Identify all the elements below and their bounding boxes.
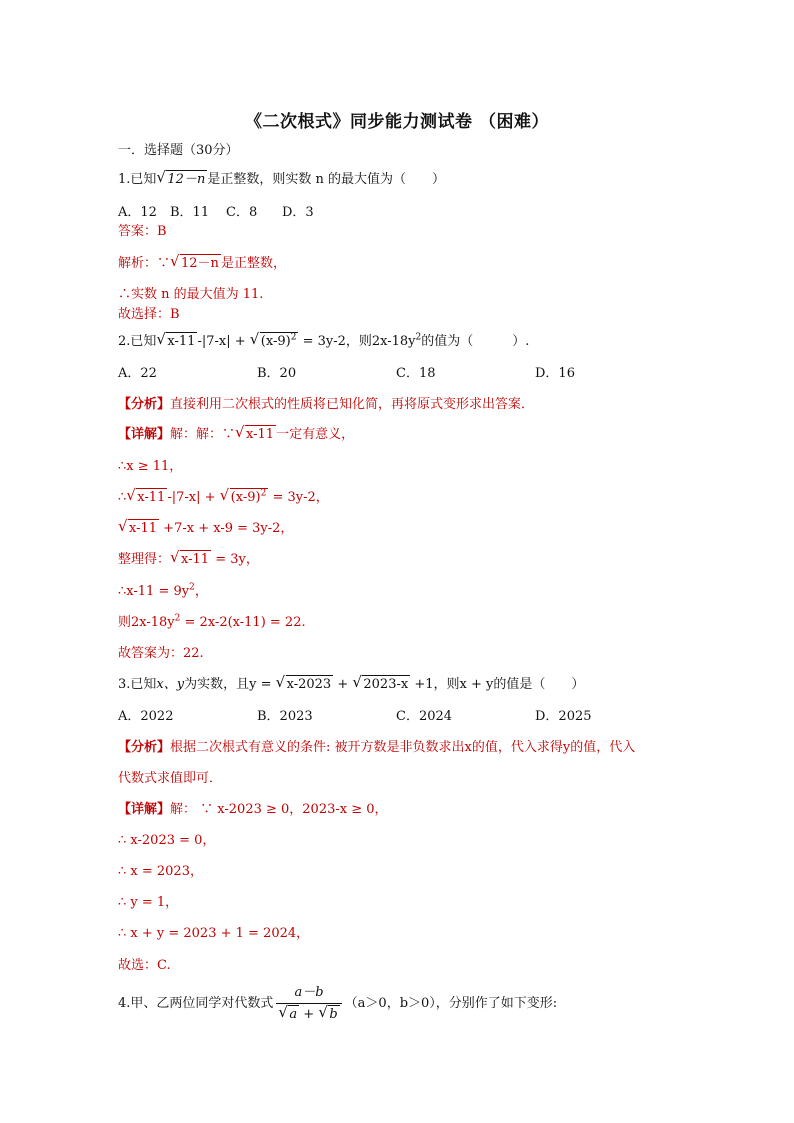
q2-analysis: 【分析】直接利用二次根式的性质将已知化简，再将原式变形求出答案．: [118, 397, 535, 412]
q3-final: 故选：C.: [118, 958, 171, 973]
q3-step-2: ∴ x = 2023，: [118, 864, 203, 879]
question-3: 3.已知x、y为实数，且y = √ x-2023 + √ 2023-x +1，则x + y的值是（ ）: [118, 677, 584, 693]
q3-option-c: C．2024: [396, 709, 453, 724]
q2-step-2: ∴√ x-11 -|7-x| + √ $(x-9)^2 = 3y-2$，: [118, 490, 329, 506]
q3-option-b: B．2023: [257, 709, 313, 724]
q3-radical-2: √ 2023-x: [353, 677, 410, 693]
q2-radical-1: √ x-11: [157, 334, 197, 350]
question-2: 2.已知√ x-11 -|7-x| + √ $(x-9)^2 = 3y-2$，则$2x-18y^2$的值为（ ）.: [118, 334, 529, 350]
q3-analysis: 【分析】根据二次根式有意义的条件: 被开方数是非负数求出x的值，代入求得y的值，代入: [118, 740, 636, 755]
q2-option-a: A．22: [118, 366, 157, 381]
q3-detail: 【详解】解： ∵ x-2023 ≥ 0，2023-x ≥ 0，: [118, 802, 388, 817]
section-heading: 一．选择题（30分）: [118, 143, 239, 158]
q3-option-a: A．2022: [118, 709, 174, 724]
q2-options: [118, 366, 575, 382]
q1-option-b: B．11: [170, 205, 210, 220]
q1-option-a: A．12: [118, 205, 157, 220]
q2-step-1: ∴x ≥ 11，: [118, 459, 183, 474]
q2-option-c: C．18: [396, 366, 436, 381]
q3-option-d: D．2025: [535, 709, 592, 724]
q2-step-6: 则$2x-18y^2 = 2x-2(x-11) = 22$.: [118, 613, 306, 630]
q2-step-4: 整理得：√ x-11 = 3y，: [118, 552, 259, 568]
q1-option-d: D．3: [282, 205, 314, 220]
q2-radical-2: √ $(x-9)^2$: [251, 334, 299, 350]
q2-final: 故答案为：22.: [118, 646, 204, 661]
q3-options: [118, 709, 592, 725]
q2-option-b: B．20: [257, 366, 297, 381]
q1-analysis-line2: ∴实数 n 的最大值为 11.: [118, 287, 264, 302]
question-4: 4.甲、乙两位同学对代数式 a－b √ a + √ b （a＞0，b＞0），分别作了如下变形:: [118, 983, 557, 1025]
q2-option-d: D．16: [535, 366, 575, 381]
q1-analysis-radical: √ 12－n: [171, 256, 221, 272]
q2-step-3: √ x-11 +7-x + x-9 = 3y-2，: [118, 521, 293, 537]
question-1: [118, 172, 445, 188]
q1-answer: 答案：B: [118, 224, 167, 239]
page-title: 《二次根式》同步能力测试卷 （困难）: [245, 112, 549, 132]
q2-detail-radical: √ x-11: [236, 427, 276, 443]
q4-fraction: a－b √ a + √ b: [276, 983, 341, 1025]
q1-choose: 故选择：B: [118, 307, 180, 322]
q3-analysis-cont: 代数式求值即可．: [118, 771, 223, 786]
q1-prefix: 1.已知: [118, 172, 157, 187]
q1-options: [118, 205, 314, 221]
q1-radical: √ 12－n: [157, 172, 207, 188]
q3-step-3: ∴ y = 1，: [118, 895, 179, 910]
q1-option-c: C．8: [226, 205, 258, 220]
q3-radical-1: √ x-2023: [277, 677, 334, 693]
q3-step-4: ∴ x + y = 2023 + 1 = 2024，: [118, 926, 310, 941]
q2-step-5: ∴x-11 = $9y^2$，: [118, 582, 208, 599]
q2-detail: 【详解】解：解：∵√ x-11 一定有意义，: [118, 427, 354, 443]
q3-step-1: ∴ x-2023 = 0，: [118, 833, 216, 848]
q1-analysis: 解析：∵√ 12－n 是正整数，: [118, 256, 286, 272]
q1-suffix: 是正整数，则实数 n 的最大值为（ ）: [207, 172, 445, 187]
